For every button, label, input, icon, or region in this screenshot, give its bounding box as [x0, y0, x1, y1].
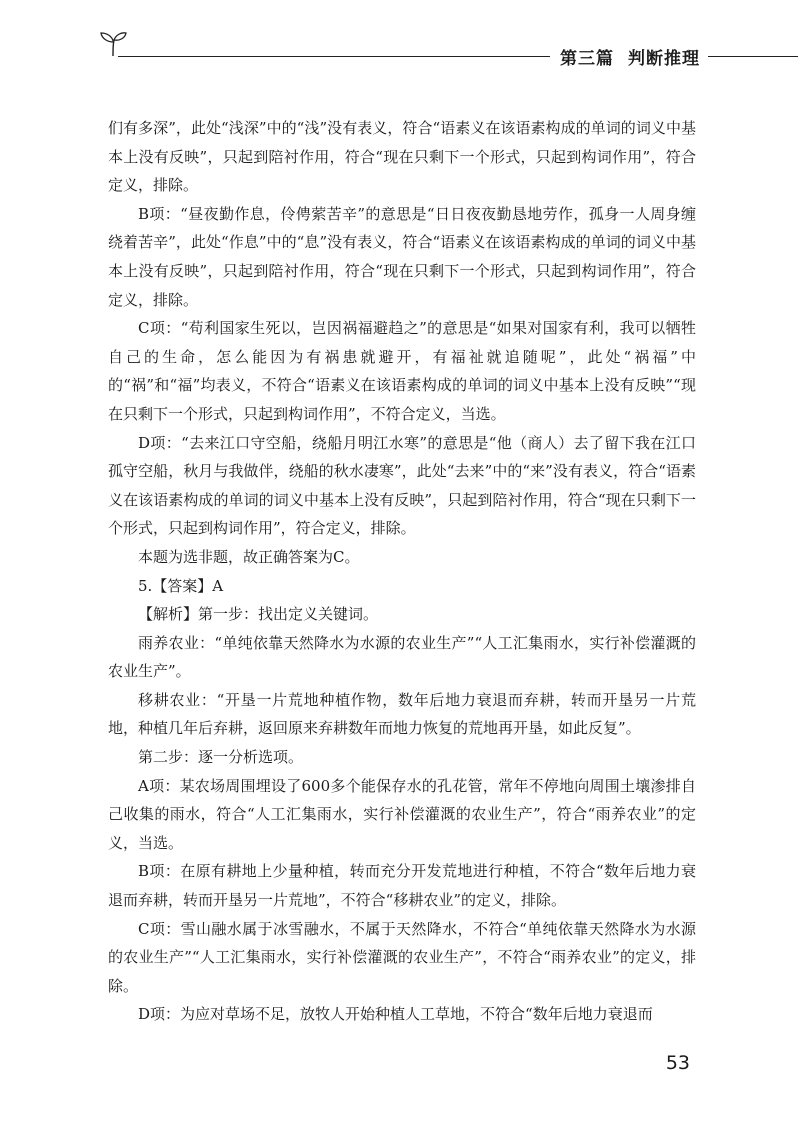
paragraph-answer: 5.【答案】A [138, 576, 224, 595]
paragraph-definition-rain-fed: 雨养农业：“单纯依靠天然降水为水源的农业生产”“人工汇集雨水，实行补偿灌溉的农业生产”。 [108, 633, 696, 681]
paragraph-option-b: B项：“昼夜勤作息，伶俜萦苦辛”的意思是“日日夜夜勤恳地劳作，孤身一人周身缠绕着苦辛”，此处“作息”中的“息”没有表义，符合“语素义在该语素构成的单词的词义中基本上没有反映”，只起到陪衬作用，符合“现在只剩下一个形式，只起到构词作用”，符合定义，排除。 [108, 204, 696, 309]
section-label: 第三篇 [560, 49, 614, 69]
paragraph: 们有多深”，此处“浅深”中的“浅”没有表义，符合“语素义在该语素构成的单词的词义中基本上没有反映”，只起到陪衬作用，符合“现在只剩下一个形式，只起到构词作用”，符合定义，排除。 [108, 119, 696, 195]
paragraph-option-c: C项：“苟利国家生死以，岂因祸福避趋之”的意思是“如果对国家有利，我可以牺牲自己的生命，怎么能因为有祸患就避开，有福祉就追随呢”，此处“祸福”中的“祸”和“福”均表义，不符合“语素义在该语素构成的单词的词义中基本上没有反映”“现在只剩下一个形式，只起到构词作用”，不符合定义，当选。 [108, 319, 696, 423]
paragraph-analysis-step2: 第二步：逐一分析选项。 [138, 748, 304, 767]
page-header [0, 0, 800, 80]
paragraph-option-b: B项：在原有耕地上少量种植，转而充分开发荒地进行种植，不符合“数年后地力衰退而弃耕，转而开垦另一片荒地”，不符合“移耕农业”的定义，排除。 [108, 862, 696, 910]
paragraph-option-d: D项：“去来江口守空船，绕船月明江水寒”的意思是“他（商人）去了留下我在江口孤守空船，秋月与我做伴，绕船的秋水凄寒”，此处“去来”中的“来”没有表义，符合“语素义在该语素构成的单词的词义中基本上没有反映”，只起到陪衬作用，符合“现在只剩下一个形式，只起到构词作用”，符合定义，排除。 [108, 433, 696, 538]
paragraph-analysis-step1: 【解析】第一步：找出定义关键词。 [138, 605, 379, 624]
section-name: 判断推理 [628, 49, 700, 69]
body-text [108, 114, 696, 1029]
header-rule-left [118, 56, 550, 57]
header-rule-right [708, 56, 798, 57]
paragraph-option-c: C项：雪山融水属于冰雪融水，不属于天然降水，不符合“单纯依靠天然降水为水源的农业生产”“人工汇集雨水，实行补偿灌溉的农业生产”，不符合“雨养农业”的定义，排除。 [108, 919, 696, 995]
paragraph-conclusion: 本题为选非题，故正确答案为C。 [138, 547, 360, 566]
sprout-icon [98, 28, 128, 58]
paragraph-option-a: A项：某农场周围埋设了600多个能保存水的孔花管，常年不停地向周围土壤渗排自己收集的雨水，符合“人工汇集雨水，实行补偿灌溉的农业生产”，符合“雨养农业”的定义，当选。 [108, 776, 696, 852]
paragraph-definition-shifting: 移耕农业：“开垦一片荒地种植作物，数年后地力衰退而弃耕，转而开垦另一片荒地，种植几年后弃耕，返回原来弃耕数年而地力恢复的荒地再开垦，如此反复”。 [108, 690, 696, 738]
section-title [560, 44, 700, 69]
page-number: 53 [665, 1052, 690, 1074]
paragraph-option-d: D项：为应对草场不足，放牧人开始种植人工草地，不符合“数年后地力衰退而 [138, 1005, 653, 1024]
